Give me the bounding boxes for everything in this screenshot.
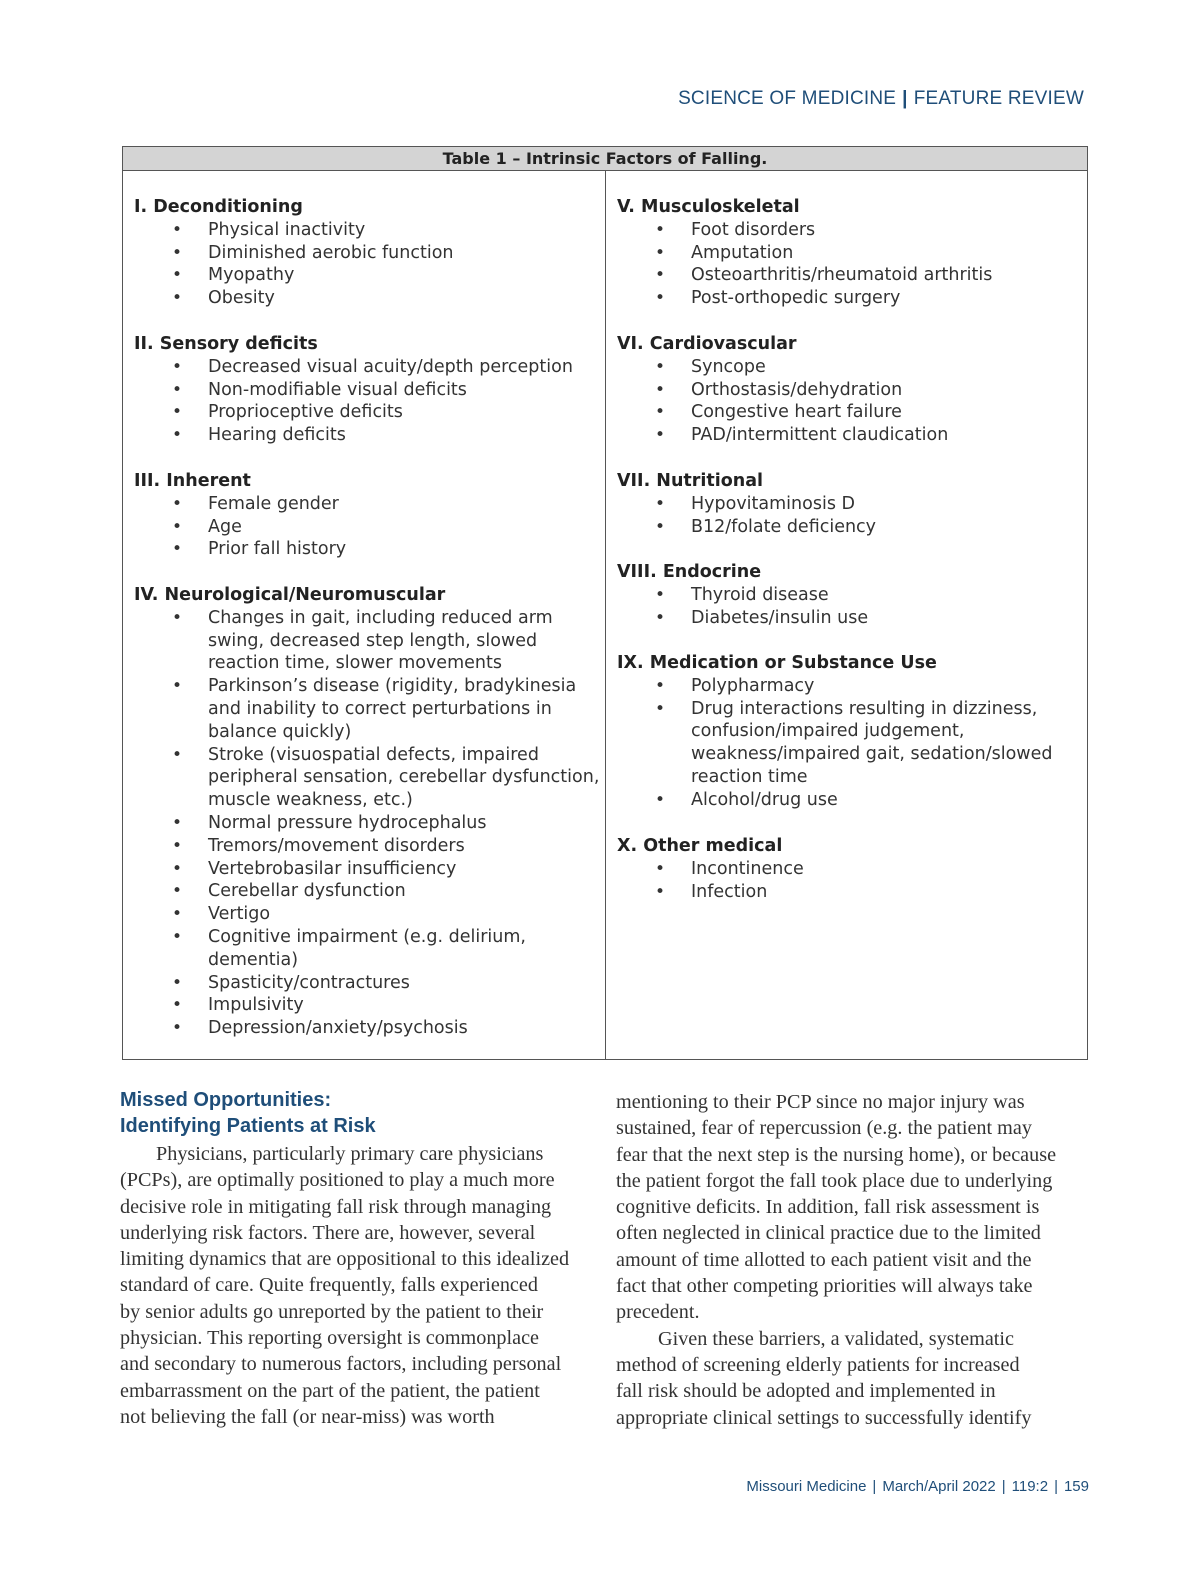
- header-category: FEATURE REVIEW: [913, 88, 1084, 109]
- list-item: • Vertigo: [134, 903, 604, 926]
- list-item: • Diminished aerobic function: [134, 242, 604, 265]
- table-section: [134, 584, 604, 1040]
- list-item: • Normal pressure hydrocephalus: [134, 812, 604, 835]
- body-line: Physicians, particularly primary care physicians: [156, 1143, 544, 1165]
- list-item: • PAD/intermittent claudication: [617, 424, 1079, 447]
- body-line: physician. This reporting oversight is commonplace: [120, 1327, 539, 1350]
- section-title: V. Musculoskeletal: [617, 197, 800, 217]
- section-title: I. Deconditioning: [134, 197, 303, 217]
- list-item: • Parkinson’s disease (rigidity, bradykinesia and inability to correct perturbations in balance quickly): [134, 675, 604, 743]
- list-item: • Impulsivity: [134, 994, 604, 1017]
- table-section: [134, 196, 604, 310]
- body-line: amount of time allotted to each patient visit and the: [616, 1248, 1032, 1271]
- section-title: II. Sensory deficits: [134, 334, 318, 354]
- body-line: fact that other competing priorities will always take: [616, 1275, 1033, 1298]
- list-item: • Thyroid disease: [617, 584, 1079, 607]
- body-line: the patient forgot the fall took place due to underlying: [616, 1169, 1053, 1192]
- list-item: • Orthostasis/dehydration: [617, 379, 1079, 402]
- body-line: decisive role in mitigating fall risk through managing: [120, 1195, 552, 1218]
- list-item: • Proprioceptive deficits: [134, 401, 604, 424]
- list-item: • Hypovitaminosis D: [617, 493, 1079, 516]
- body-line: underlying risk factors. There are, however, several: [120, 1221, 536, 1244]
- section-title: X. Other medical: [617, 836, 783, 856]
- heading-line: Missed Opportunities:: [120, 1089, 332, 1111]
- footer-separator: |: [1054, 1478, 1058, 1495]
- section-title: VII. Nutritional: [617, 471, 764, 491]
- list-item: • Syncope: [617, 356, 1079, 379]
- body-text-left-column: [120, 1141, 569, 1430]
- list-item: • Prior fall history: [134, 538, 604, 561]
- body-line: often neglected in clinical practice due to the limited: [616, 1222, 1041, 1245]
- table-section: [617, 470, 1079, 538]
- table-section: [134, 333, 604, 447]
- body-line: not believing the fall (or near-miss) was worth: [120, 1405, 495, 1428]
- table-section: [617, 561, 1079, 629]
- list-item: • Decreased visual acuity/depth perception: [134, 356, 604, 379]
- list-item: • Osteoarthritis/rheumatoid arthritis: [617, 264, 1079, 287]
- intrinsic-factors-table: [122, 146, 1088, 1060]
- list-item: • Cognitive impairment (e.g. delirium, dementia): [134, 926, 604, 972]
- list-item: • Tremors/movement disorders: [134, 835, 604, 858]
- section-title: VIII. Endocrine: [617, 562, 762, 582]
- heading-line: Identifying Patients at Risk: [120, 1115, 376, 1137]
- section-title: VI. Cardiovascular: [617, 334, 797, 354]
- list-item: • Female gender: [134, 493, 604, 516]
- list-item: • Stroke (visuospatial defects, impaired peripheral sensation, cerebellar dysfunction, muscle weakness, etc.): [134, 744, 604, 812]
- list-item: • Polypharmacy: [617, 675, 1079, 698]
- footer-volume: 119:2: [1011, 1478, 1049, 1495]
- body-line: (PCPs), are optimally positioned to play a much more: [120, 1169, 555, 1192]
- list-item: • Spasticity/contractures: [134, 972, 604, 995]
- body-line: precedent.: [616, 1301, 700, 1324]
- footer-journal: Missouri Medicine: [746, 1478, 867, 1495]
- section-heading: [120, 1087, 600, 1139]
- table-section: [617, 835, 1079, 903]
- body-line: sustained, fear of repercussion (e.g. the patient may: [616, 1117, 1032, 1140]
- body-line: cognitive deficits. In addition, fall risk assessment is: [616, 1196, 1040, 1219]
- list-item: • Age: [134, 516, 604, 539]
- list-item: • Congestive heart failure: [617, 401, 1079, 424]
- body-line: and secondary to numerous factors, including personal: [120, 1353, 562, 1376]
- body-line: method of screening elderly patients for increased: [616, 1353, 1020, 1376]
- list-item: • Physical inactivity: [134, 219, 604, 242]
- list-item: • Diabetes/insulin use: [617, 607, 1079, 630]
- footer-separator: |: [872, 1478, 877, 1495]
- list-item: • Drug interactions resulting in dizziness, confusion/impaired judgement, weakness/impaired gait, sedation/slowed reaction time: [617, 698, 1079, 789]
- list-item: • Non-modifiable visual deficits: [134, 379, 604, 402]
- list-item: • B12/folate deficiency: [617, 516, 1079, 539]
- body-line: limiting dynamics that are oppositional to this idealized: [120, 1248, 570, 1271]
- page-footer: [746, 1478, 1089, 1495]
- body-line: Given these barriers, a validated, systematic: [658, 1327, 1014, 1350]
- body-line: fall risk should be adopted and implemented in: [616, 1380, 996, 1403]
- table-title: Table 1 – Intrinsic Factors of Falling.: [123, 147, 1087, 171]
- list-item: • Infection: [617, 881, 1079, 904]
- table-section: [134, 470, 604, 561]
- list-item: • Cerebellar dysfunction: [134, 880, 604, 903]
- running-header: [678, 88, 1084, 110]
- page-number: 159: [1063, 1478, 1089, 1495]
- list-item: • Vertebrobasilar insufficiency: [134, 858, 604, 881]
- header-separator: |: [902, 88, 908, 109]
- section-title: III. Inherent: [134, 471, 251, 491]
- list-item: • Depression/anxiety/psychosis: [134, 1017, 604, 1040]
- section-title: IX. Medication or Substance Use: [617, 653, 937, 673]
- list-item: • Amputation: [617, 242, 1079, 265]
- list-item: • Alcohol/drug use: [617, 789, 1079, 812]
- table-section: [617, 333, 1079, 447]
- table-section: [617, 196, 1079, 310]
- section-title: IV. Neurological/Neuromuscular: [134, 585, 446, 605]
- body-line: mentioning to their PCP since no major injury was: [616, 1091, 1025, 1113]
- footer-separator: |: [1001, 1478, 1006, 1495]
- body-line: appropriate clinical settings to successfully identify: [616, 1406, 1032, 1429]
- body-line: fear that the next step is the nursing home), or because: [616, 1143, 1057, 1166]
- list-item: • Hearing deficits: [134, 424, 604, 447]
- footer-issue: March/April 2022: [882, 1478, 996, 1495]
- list-item: • Myopathy: [134, 264, 604, 287]
- body-line: embarrassment on the part of the patient, the patient: [120, 1379, 540, 1402]
- list-item: • Foot disorders: [617, 219, 1079, 242]
- list-item: • Post-orthopedic surgery: [617, 287, 1079, 310]
- body-text-right-column: [616, 1089, 1056, 1431]
- table-right-column: [606, 171, 1087, 1059]
- body-line: standard of care. Quite frequently, falls experienced: [120, 1274, 538, 1297]
- list-item: • Incontinence: [617, 858, 1079, 881]
- table-section: [617, 652, 1079, 812]
- header-section: SCIENCE OF MEDICINE: [678, 88, 897, 109]
- list-item: • Changes in gait, including reduced arm swing, decreased step length, slowed reaction time, slower movements: [134, 607, 604, 675]
- list-item: • Obesity: [134, 287, 604, 310]
- body-line: by senior adults go unreported by the patient to their: [120, 1300, 544, 1323]
- table-left-column: [123, 171, 606, 1059]
